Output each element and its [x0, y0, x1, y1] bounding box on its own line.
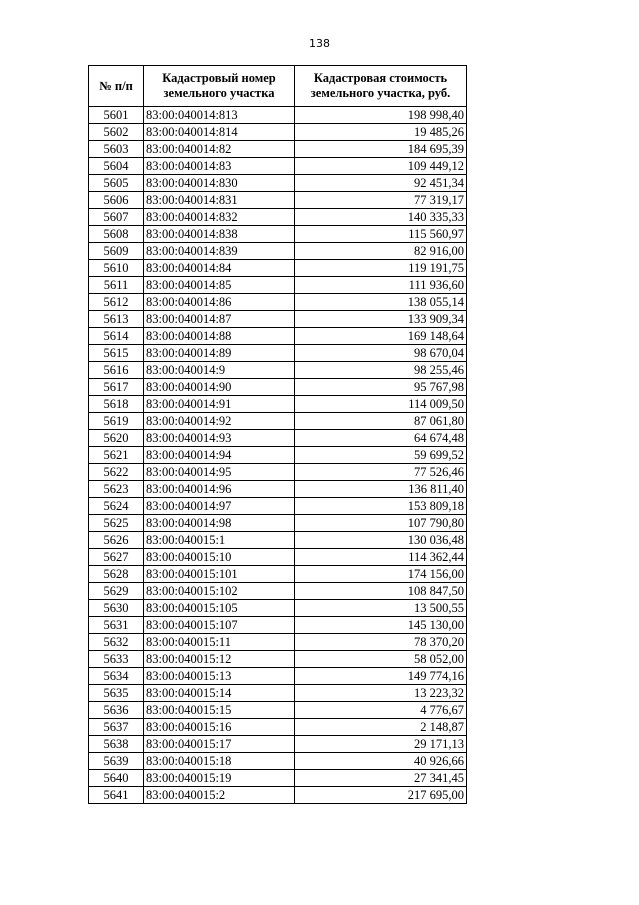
- row-cadastral-number: 83:00:040014:95: [144, 464, 295, 481]
- row-cadastral-number: 83:00:040014:832: [144, 209, 295, 226]
- row-index: 5632: [89, 634, 144, 651]
- row-cadastral-number: 83:00:040014:838: [144, 226, 295, 243]
- row-index: 5603: [89, 141, 144, 158]
- row-cadastral-number: 83:00:040014:96: [144, 481, 295, 498]
- row-index: 5621: [89, 447, 144, 464]
- table-row: [89, 226, 467, 243]
- row-cadastral-value: 78 370,20: [295, 634, 467, 651]
- row-cadastral-value: 27 341,45: [295, 770, 467, 787]
- table-row: [89, 566, 467, 583]
- table-row: [89, 430, 467, 447]
- row-cadastral-value: 115 560,97: [295, 226, 467, 243]
- table-row: [89, 600, 467, 617]
- row-cadastral-number: 83:00:040014:89: [144, 345, 295, 362]
- row-index: 5614: [89, 328, 144, 345]
- table-row: [89, 736, 467, 753]
- row-cadastral-number: 83:00:040015:1: [144, 532, 295, 549]
- table-header: [89, 66, 467, 107]
- header-cadastral-number: Кадастровый номер земельного участка: [144, 66, 295, 107]
- row-cadastral-number: 83:00:040015:13: [144, 668, 295, 685]
- row-index: 5641: [89, 787, 144, 804]
- row-cadastral-value: 169 148,64: [295, 328, 467, 345]
- row-index: 5633: [89, 651, 144, 668]
- row-cadastral-number: 83:00:040014:813: [144, 107, 295, 124]
- table-row: [89, 379, 467, 396]
- row-cadastral-value: 108 847,50: [295, 583, 467, 600]
- row-cadastral-number: 83:00:040014:91: [144, 396, 295, 413]
- row-index: 5608: [89, 226, 144, 243]
- table-row: [89, 158, 467, 175]
- row-cadastral-number: 83:00:040015:16: [144, 719, 295, 736]
- table-row: [89, 192, 467, 209]
- header-row: [89, 66, 467, 107]
- row-cadastral-value: 58 052,00: [295, 651, 467, 668]
- table-body: [89, 107, 467, 804]
- row-index: 5616: [89, 362, 144, 379]
- row-index: 5615: [89, 345, 144, 362]
- row-cadastral-number: 83:00:040014:82: [144, 141, 295, 158]
- row-cadastral-number: 83:00:040014:839: [144, 243, 295, 260]
- row-cadastral-number: 83:00:040014:9: [144, 362, 295, 379]
- row-cadastral-number: 83:00:040014:97: [144, 498, 295, 515]
- row-index: 5627: [89, 549, 144, 566]
- row-index: 5605: [89, 175, 144, 192]
- row-index: 5607: [89, 209, 144, 226]
- table-row: [89, 685, 467, 702]
- row-cadastral-value: 149 774,16: [295, 668, 467, 685]
- row-cadastral-value: 59 699,52: [295, 447, 467, 464]
- row-index: 5609: [89, 243, 144, 260]
- row-cadastral-value: 107 790,80: [295, 515, 467, 532]
- row-cadastral-value: 77 319,17: [295, 192, 467, 209]
- table-row: [89, 702, 467, 719]
- header-cadastral-value: Кадастровая стоимость земельного участка, руб.: [295, 66, 467, 107]
- cadastral-table: [88, 65, 467, 804]
- table-row: [89, 447, 467, 464]
- row-index: 5626: [89, 532, 144, 549]
- table-row: [89, 328, 467, 345]
- row-cadastral-number: 83:00:040015:101: [144, 566, 295, 583]
- row-index: 5620: [89, 430, 144, 447]
- table-row: [89, 141, 467, 158]
- table-row: [89, 770, 467, 787]
- row-cadastral-number: 83:00:040014:814: [144, 124, 295, 141]
- table-row: [89, 107, 467, 124]
- row-index: 5610: [89, 260, 144, 277]
- row-cadastral-number: 83:00:040014:86: [144, 294, 295, 311]
- table-row: [89, 362, 467, 379]
- table-row: [89, 515, 467, 532]
- row-index: 5617: [89, 379, 144, 396]
- row-cadastral-value: 133 909,34: [295, 311, 467, 328]
- table-row: [89, 209, 467, 226]
- row-cadastral-number: 83:00:040014:84: [144, 260, 295, 277]
- row-cadastral-value: 130 036,48: [295, 532, 467, 549]
- row-index: 5611: [89, 277, 144, 294]
- row-cadastral-number: 83:00:040015:2: [144, 787, 295, 804]
- row-cadastral-value: 217 695,00: [295, 787, 467, 804]
- row-cadastral-value: 114 362,44: [295, 549, 467, 566]
- table-row: [89, 787, 467, 804]
- row-cadastral-value: 111 936,60: [295, 277, 467, 294]
- row-cadastral-number: 83:00:040015:11: [144, 634, 295, 651]
- row-index: 5618: [89, 396, 144, 413]
- row-index: 5631: [89, 617, 144, 634]
- row-cadastral-value: 98 255,46: [295, 362, 467, 379]
- row-cadastral-number: 83:00:040015:14: [144, 685, 295, 702]
- row-index: 5606: [89, 192, 144, 209]
- table-row: [89, 481, 467, 498]
- row-cadastral-value: 140 335,33: [295, 209, 467, 226]
- table-row: [89, 498, 467, 515]
- row-index: 5634: [89, 668, 144, 685]
- row-cadastral-value: 109 449,12: [295, 158, 467, 175]
- table-row: [89, 753, 467, 770]
- row-cadastral-number: 83:00:040014:831: [144, 192, 295, 209]
- row-index: 5635: [89, 685, 144, 702]
- row-cadastral-value: 4 776,67: [295, 702, 467, 719]
- row-index: 5624: [89, 498, 144, 515]
- row-cadastral-number: 83:00:040014:88: [144, 328, 295, 345]
- row-cadastral-value: 64 674,48: [295, 430, 467, 447]
- table-row: [89, 243, 467, 260]
- page-number: 138: [309, 37, 330, 50]
- row-cadastral-value: 82 916,00: [295, 243, 467, 260]
- table-row: [89, 651, 467, 668]
- row-index: 5637: [89, 719, 144, 736]
- table-row: [89, 345, 467, 362]
- row-index: 5628: [89, 566, 144, 583]
- row-index: 5629: [89, 583, 144, 600]
- row-cadastral-value: 92 451,34: [295, 175, 467, 192]
- row-cadastral-value: 2 148,87: [295, 719, 467, 736]
- table-row: [89, 464, 467, 481]
- row-cadastral-value: 87 061,80: [295, 413, 467, 430]
- row-cadastral-number: 83:00:040014:85: [144, 277, 295, 294]
- row-cadastral-value: 198 998,40: [295, 107, 467, 124]
- row-cadastral-value: 153 809,18: [295, 498, 467, 515]
- row-cadastral-number: 83:00:040014:98: [144, 515, 295, 532]
- row-cadastral-number: 83:00:040014:90: [144, 379, 295, 396]
- row-cadastral-number: 83:00:040014:830: [144, 175, 295, 192]
- row-cadastral-number: 83:00:040015:18: [144, 753, 295, 770]
- row-cadastral-value: 19 485,26: [295, 124, 467, 141]
- row-cadastral-number: 83:00:040015:15: [144, 702, 295, 719]
- table-row: [89, 668, 467, 685]
- row-cadastral-value: 138 055,14: [295, 294, 467, 311]
- table-row: [89, 583, 467, 600]
- row-index: 5639: [89, 753, 144, 770]
- row-cadastral-value: 13 500,55: [295, 600, 467, 617]
- row-cadastral-number: 83:00:040015:105: [144, 600, 295, 617]
- row-index: 5638: [89, 736, 144, 753]
- row-index: 5636: [89, 702, 144, 719]
- row-index: 5622: [89, 464, 144, 481]
- row-index: 5601: [89, 107, 144, 124]
- table-row: [89, 413, 467, 430]
- table-row: [89, 634, 467, 651]
- table-row: [89, 396, 467, 413]
- table-row: [89, 294, 467, 311]
- table-row: [89, 277, 467, 294]
- row-cadastral-value: 98 670,04: [295, 345, 467, 362]
- row-cadastral-number: 83:00:040015:107: [144, 617, 295, 634]
- table-row: [89, 124, 467, 141]
- table-row: [89, 311, 467, 328]
- row-cadastral-value: 145 130,00: [295, 617, 467, 634]
- row-index: 5619: [89, 413, 144, 430]
- row-cadastral-value: 184 695,39: [295, 141, 467, 158]
- row-cadastral-value: 95 767,98: [295, 379, 467, 396]
- row-cadastral-number: 83:00:040014:94: [144, 447, 295, 464]
- row-cadastral-number: 83:00:040014:83: [144, 158, 295, 175]
- row-cadastral-number: 83:00:040015:102: [144, 583, 295, 600]
- row-cadastral-value: 114 009,50: [295, 396, 467, 413]
- row-cadastral-number: 83:00:040014:93: [144, 430, 295, 447]
- table-row: [89, 617, 467, 634]
- row-index: 5630: [89, 600, 144, 617]
- row-index: 5604: [89, 158, 144, 175]
- row-cadastral-number: 83:00:040015:19: [144, 770, 295, 787]
- row-cadastral-value: 136 811,40: [295, 481, 467, 498]
- row-cadastral-number: 83:00:040014:92: [144, 413, 295, 430]
- row-cadastral-number: 83:00:040014:87: [144, 311, 295, 328]
- header-index: № п/п: [89, 66, 144, 107]
- table-row: [89, 260, 467, 277]
- row-index: 5640: [89, 770, 144, 787]
- row-cadastral-value: 40 926,66: [295, 753, 467, 770]
- row-cadastral-value: 77 526,46: [295, 464, 467, 481]
- row-cadastral-number: 83:00:040015:12: [144, 651, 295, 668]
- row-index: 5623: [89, 481, 144, 498]
- table-row: [89, 549, 467, 566]
- row-index: 5613: [89, 311, 144, 328]
- table-row: [89, 175, 467, 192]
- table-row: [89, 532, 467, 549]
- row-cadastral-value: 29 171,13: [295, 736, 467, 753]
- row-index: 5612: [89, 294, 144, 311]
- row-index: 5602: [89, 124, 144, 141]
- table-row: [89, 719, 467, 736]
- row-cadastral-number: 83:00:040015:17: [144, 736, 295, 753]
- row-cadastral-value: 119 191,75: [295, 260, 467, 277]
- row-cadastral-value: 13 223,32: [295, 685, 467, 702]
- row-index: 5625: [89, 515, 144, 532]
- row-cadastral-number: 83:00:040015:10: [144, 549, 295, 566]
- row-cadastral-value: 174 156,00: [295, 566, 467, 583]
